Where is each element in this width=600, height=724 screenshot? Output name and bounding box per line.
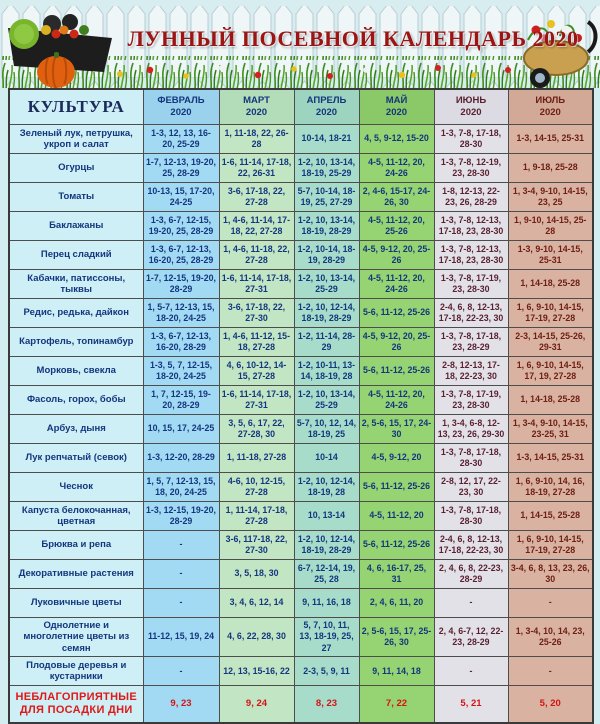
- culture-cell: Капуста белокочанная, цветная: [9, 502, 143, 531]
- dates-cell: 1-3, 9-10, 14-15, 25-31: [508, 241, 593, 270]
- dates-cell: 4, 6, 16-17, 25, 31: [359, 560, 434, 589]
- dates-cell: 1, 9-10, 14-15, 25-28: [508, 212, 593, 241]
- table-row: [9, 473, 593, 502]
- column-header-month: МАЙ 2020: [359, 89, 434, 125]
- culture-cell: Огурцы: [9, 154, 143, 183]
- unfavorable-dates-cell: 9, 23: [143, 686, 219, 724]
- dates-cell: -: [143, 657, 219, 686]
- dates-cell: 3, 5, 18, 30: [219, 560, 294, 589]
- dates-cell: 2-4, 6, 8, 12-13, 17-18, 22-23, 30: [434, 299, 508, 328]
- culture-cell: Однолетние и многолетние цветы из семян: [9, 618, 143, 657]
- dates-cell: 4-5, 11-12, 20, 24-26: [359, 386, 434, 415]
- dates-cell: 10, 13-14: [294, 502, 359, 531]
- table-row: [9, 241, 593, 270]
- dates-cell: 1-3, 5, 7, 12-15, 18-20, 24-25: [143, 357, 219, 386]
- dates-cell: 1, 5, 7, 12-13, 15, 18, 20, 24-25: [143, 473, 219, 502]
- culture-cell: Баклажаны: [9, 212, 143, 241]
- culture-cell: Зеленый лук, петрушка, укроп и салат: [9, 125, 143, 154]
- dates-cell: 1, 6, 9-10, 14-15, 17-19, 27-28: [508, 299, 593, 328]
- dates-cell: 3, 4, 6, 12, 14: [219, 589, 294, 618]
- culture-cell: Брюква и репа: [9, 531, 143, 560]
- dates-cell: 4-5, 9-12, 20: [359, 444, 434, 473]
- unfavorable-dates-cell: 5, 21: [434, 686, 508, 724]
- dates-cell: 10-14, 18-21: [294, 125, 359, 154]
- culture-cell: Лук репчатый (севок): [9, 444, 143, 473]
- dates-cell: 2, 5-6, 15, 17, 25-26, 30: [359, 618, 434, 657]
- dates-cell: 1-6, 11-14, 17-18, 27-31: [219, 386, 294, 415]
- dates-cell: 3-4, 6, 8, 13, 23, 26, 30: [508, 560, 593, 589]
- dates-cell: 1-3, 6-7, 12-13, 16-20, 25, 28-29: [143, 241, 219, 270]
- dates-cell: 4-6, 10, 12-15, 27-28: [219, 473, 294, 502]
- table-row: [9, 270, 593, 299]
- dates-cell: 1-3, 7-8, 12-19, 23, 28-30: [434, 154, 508, 183]
- dates-cell: 1-7, 12-13, 19-20, 25, 28-29: [143, 154, 219, 183]
- dates-cell: 4-5, 11-12, 20, 24-26: [359, 154, 434, 183]
- dates-cell: 5-6, 11-12, 25-26: [359, 531, 434, 560]
- column-header-month: АПРЕЛЬ 2020: [294, 89, 359, 125]
- dates-cell: 2, 4, 6, 8, 22-23, 28-29: [434, 560, 508, 589]
- dates-cell: 1, 14-15, 25-28: [508, 502, 593, 531]
- column-header-month: МАРТ 2020: [219, 89, 294, 125]
- dates-cell: 3-6, 117-18, 22, 27-30: [219, 531, 294, 560]
- dates-cell: 1, 4-6, 11-14, 17-18, 22, 27-28: [219, 212, 294, 241]
- dates-cell: 1-2, 11-14, 28-29: [294, 328, 359, 357]
- dates-cell: 2, 4, 6, 11, 20: [359, 589, 434, 618]
- dates-cell: 2-3, 14-15, 25-26, 29-31: [508, 328, 593, 357]
- unfavorable-dates-cell: 5, 20: [508, 686, 593, 724]
- culture-cell: Перец сладкий: [9, 241, 143, 270]
- dates-cell: 5, 7, 10, 11, 13, 18-19, 25, 27: [294, 618, 359, 657]
- dates-cell: 10-13, 15, 17-20, 24-25: [143, 183, 219, 212]
- dates-cell: 5-6, 11-12, 25-26: [359, 473, 434, 502]
- unfavorable-dates-cell: 9, 24: [219, 686, 294, 724]
- dates-cell: -: [434, 657, 508, 686]
- dates-cell: 1, 6, 9-10, 14-15, 17, 19, 27-28: [508, 357, 593, 386]
- table-row: [9, 357, 593, 386]
- dates-cell: 1, 3-4, 9-10, 14-15, 23-25, 31: [508, 415, 593, 444]
- dates-cell: 1-3, 7-8, 12-13, 17-18, 23, 28-30: [434, 241, 508, 270]
- dates-cell: 4-5, 11-12, 20, 25-26: [359, 212, 434, 241]
- dates-cell: 2-3, 5, 9, 11: [294, 657, 359, 686]
- header-row: [9, 89, 593, 125]
- culture-cell: Морковь, свекла: [9, 357, 143, 386]
- table-row: [9, 531, 593, 560]
- dates-cell: 1-2, 10, 13-14, 18-19, 28-29: [294, 212, 359, 241]
- culture-cell: Плодовые деревья и кустарники: [9, 657, 143, 686]
- dates-cell: 2, 4, 6-7, 12, 22-23, 28-29: [434, 618, 508, 657]
- calendar-body: [9, 125, 593, 686]
- dates-cell: -: [143, 531, 219, 560]
- dates-cell: 1, 5-7, 12-13, 15, 18-20, 24-25: [143, 299, 219, 328]
- column-header-month: ФЕВРАЛЬ 2020: [143, 89, 219, 125]
- unfavorable-dates-cell: 8, 23: [294, 686, 359, 724]
- dates-cell: 2-8, 12, 17, 22-23, 30: [434, 473, 508, 502]
- dates-cell: 1, 3-4, 10, 14, 23, 25-26: [508, 618, 593, 657]
- column-header-month: ИЮНЬ 2020: [434, 89, 508, 125]
- dates-cell: -: [143, 589, 219, 618]
- column-header-culture: КУЛЬТУРА: [9, 89, 143, 125]
- table-row: [9, 618, 593, 657]
- dates-cell: 1, 6, 9-10, 14, 16, 18-19, 27-28: [508, 473, 593, 502]
- dates-cell: 1-2, 10-14, 18-19, 28-29: [294, 241, 359, 270]
- dates-cell: 1-3, 6-7, 12-15, 19-20, 25, 28-29: [143, 212, 219, 241]
- dates-cell: 1-3, 14-15, 25-31: [508, 125, 593, 154]
- dates-cell: 1-2, 10, 13-14, 25-29: [294, 386, 359, 415]
- banner: [0, 0, 600, 88]
- dates-cell: 4-5, 9-12, 20, 25-26: [359, 328, 434, 357]
- table-row: [9, 415, 593, 444]
- dates-cell: -: [508, 657, 593, 686]
- dates-cell: 5-7, 10, 12, 14, 18-19, 25: [294, 415, 359, 444]
- culture-cell: Фасоль, горох, бобы: [9, 386, 143, 415]
- dates-cell: 1, 6, 9-10, 14-15, 17-19, 27-28: [508, 531, 593, 560]
- dates-cell: 1, 14-18, 25-28: [508, 386, 593, 415]
- dates-cell: 1, 4-6, 11-12, 15-18, 27-28: [219, 328, 294, 357]
- dates-cell: 4-5, 11-12, 20, 24-26: [359, 270, 434, 299]
- dates-cell: 2-8, 12-13, 17-18, 22-23, 30: [434, 357, 508, 386]
- dates-cell: 1-2, 10, 12-14, 18-19, 28-29: [294, 531, 359, 560]
- page-title: ЛУННЫЙ ПОСЕВНОЙ КАЛЕНДАРЬ 2020: [127, 26, 579, 51]
- dates-cell: 1-6, 11-14, 17-18, 22, 26-31: [219, 154, 294, 183]
- dates-cell: 4, 6, 22, 28, 30: [219, 618, 294, 657]
- dates-cell: 1-2, 10, 13-14, 25-29: [294, 270, 359, 299]
- dates-cell: 5-7, 10-14, 18-19, 25, 27-29: [294, 183, 359, 212]
- dates-cell: 3-6, 17-18, 22, 27-30: [219, 299, 294, 328]
- unfavorable-row: [9, 686, 593, 724]
- dates-cell: -: [434, 589, 508, 618]
- dates-cell: 1, 11-18, 27-28: [219, 444, 294, 473]
- culture-cell: Арбуз, дыня: [9, 415, 143, 444]
- dates-cell: 1-3, 12-15, 19-20, 28-29: [143, 502, 219, 531]
- dates-cell: 5-6, 11-12, 25-26: [359, 357, 434, 386]
- table-row: [9, 154, 593, 183]
- table-row: [9, 386, 593, 415]
- dates-cell: 1-3, 7-8, 17-18, 28-30: [434, 125, 508, 154]
- dates-cell: 4-5, 9-12, 20, 25-26: [359, 241, 434, 270]
- dates-cell: 1-3, 7-8, 17-19, 23, 28-30: [434, 270, 508, 299]
- column-header-month: ИЮЛЬ 2020: [508, 89, 593, 125]
- dates-cell: -: [508, 589, 593, 618]
- culture-cell: Декоративные растения: [9, 560, 143, 589]
- dates-cell: 2-4, 6, 8, 12-13, 17-18, 22-23, 30: [434, 531, 508, 560]
- dates-cell: 1-3, 7-8, 17-18, 23, 28-29: [434, 328, 508, 357]
- dates-cell: 1, 9-18, 25-28: [508, 154, 593, 183]
- dates-cell: 1-3, 7-8, 17-19, 23, 28-30: [434, 386, 508, 415]
- table-row: [9, 502, 593, 531]
- dates-cell: 9, 11, 16, 18: [294, 589, 359, 618]
- table-row: [9, 299, 593, 328]
- table-row: [9, 589, 593, 618]
- dates-cell: 1-2, 10, 12-14, 18-19, 28: [294, 473, 359, 502]
- culture-cell: Луковичные цветы: [9, 589, 143, 618]
- table-row: [9, 328, 593, 357]
- table-row: [9, 183, 593, 212]
- dates-cell: 1, 11-14, 17-18, 27-28: [219, 502, 294, 531]
- dates-cell: 2, 4-6, 15-17, 24-26, 30: [359, 183, 434, 212]
- dates-cell: 1-2, 10-11, 13-14, 18-19, 28: [294, 357, 359, 386]
- dates-cell: 9, 11, 14, 18: [359, 657, 434, 686]
- dates-cell: 4-5, 11-12, 20: [359, 502, 434, 531]
- dates-cell: 1-3, 6-7, 12-13, 16-20, 28-29: [143, 328, 219, 357]
- dates-cell: 1-6, 11-14, 17-18, 27-31: [219, 270, 294, 299]
- dates-cell: 1, 14-18, 25-28: [508, 270, 593, 299]
- dates-cell: 1-3, 7-8, 17-18, 28-30: [434, 502, 508, 531]
- dates-cell: 12, 13, 15-16, 22: [219, 657, 294, 686]
- dates-cell: 3-6, 17-18, 22, 27-28: [219, 183, 294, 212]
- dates-cell: 10-14: [294, 444, 359, 473]
- table-row: [9, 560, 593, 589]
- dates-cell: 3, 5, 6, 17, 22, 27-28, 30: [219, 415, 294, 444]
- table-row: [9, 657, 593, 686]
- table-row: [9, 125, 593, 154]
- dates-cell: 1-2, 10, 12-14, 18-19, 28-29: [294, 299, 359, 328]
- dates-cell: 4, 6, 10-12, 14-15, 27-28: [219, 357, 294, 386]
- table-row: [9, 444, 593, 473]
- dates-cell: 1, 3-4, 6-8, 12-13, 23, 26, 29-30: [434, 415, 508, 444]
- unfavorable-dates-cell: 7, 22: [359, 686, 434, 724]
- dates-cell: 1-3, 14-15, 25-31: [508, 444, 593, 473]
- dates-cell: 1, 4-6, 11-18, 22, 27-28: [219, 241, 294, 270]
- dates-cell: 1-2, 10, 13-14, 18-19, 25-29: [294, 154, 359, 183]
- culture-cell: Картофель, топинамбур: [9, 328, 143, 357]
- dates-cell: 1-8, 12-13, 22-23, 26, 28-29: [434, 183, 508, 212]
- dates-cell: 1-7, 12-15, 19-20, 28-29: [143, 270, 219, 299]
- dates-cell: 2, 5-6, 15, 17, 24-30: [359, 415, 434, 444]
- dates-cell: 1-3, 7-8, 17-18, 28-30: [434, 444, 508, 473]
- dates-cell: 5-6, 11-12, 25-26: [359, 299, 434, 328]
- dates-cell: 11-12, 15, 19, 24: [143, 618, 219, 657]
- culture-cell: Томаты: [9, 183, 143, 212]
- dates-cell: 1-3, 12, 13, 16-20, 25-29: [143, 125, 219, 154]
- dates-cell: 1, 3-4, 9-10, 14-15, 23, 25: [508, 183, 593, 212]
- dates-cell: 1-3, 7-8, 12-13, 17-18, 23, 28-30: [434, 212, 508, 241]
- dates-cell: 6-7, 12-14, 19, 25, 28: [294, 560, 359, 589]
- dates-cell: -: [143, 560, 219, 589]
- dates-cell: 1, 11-18, 22, 26-28: [219, 125, 294, 154]
- culture-cell: Кабачки, патиссоны, тыквы: [9, 270, 143, 299]
- dates-cell: 1, 7, 12-15, 19-20, 28-29: [143, 386, 219, 415]
- dates-cell: 1-3, 12-20, 28-29: [143, 444, 219, 473]
- dates-cell: 4, 5, 9-12, 15-20: [359, 125, 434, 154]
- calendar-table: [8, 88, 594, 724]
- unfavorable-label: НЕБЛАГОПРИЯТНЫЕ ДЛЯ ПОСАДКИ ДНИ: [9, 686, 143, 724]
- dates-cell: 10, 15, 17, 24-25: [143, 415, 219, 444]
- culture-cell: Редис, редька, дайкон: [9, 299, 143, 328]
- table-row: [9, 212, 593, 241]
- culture-cell: Чеснок: [9, 473, 143, 502]
